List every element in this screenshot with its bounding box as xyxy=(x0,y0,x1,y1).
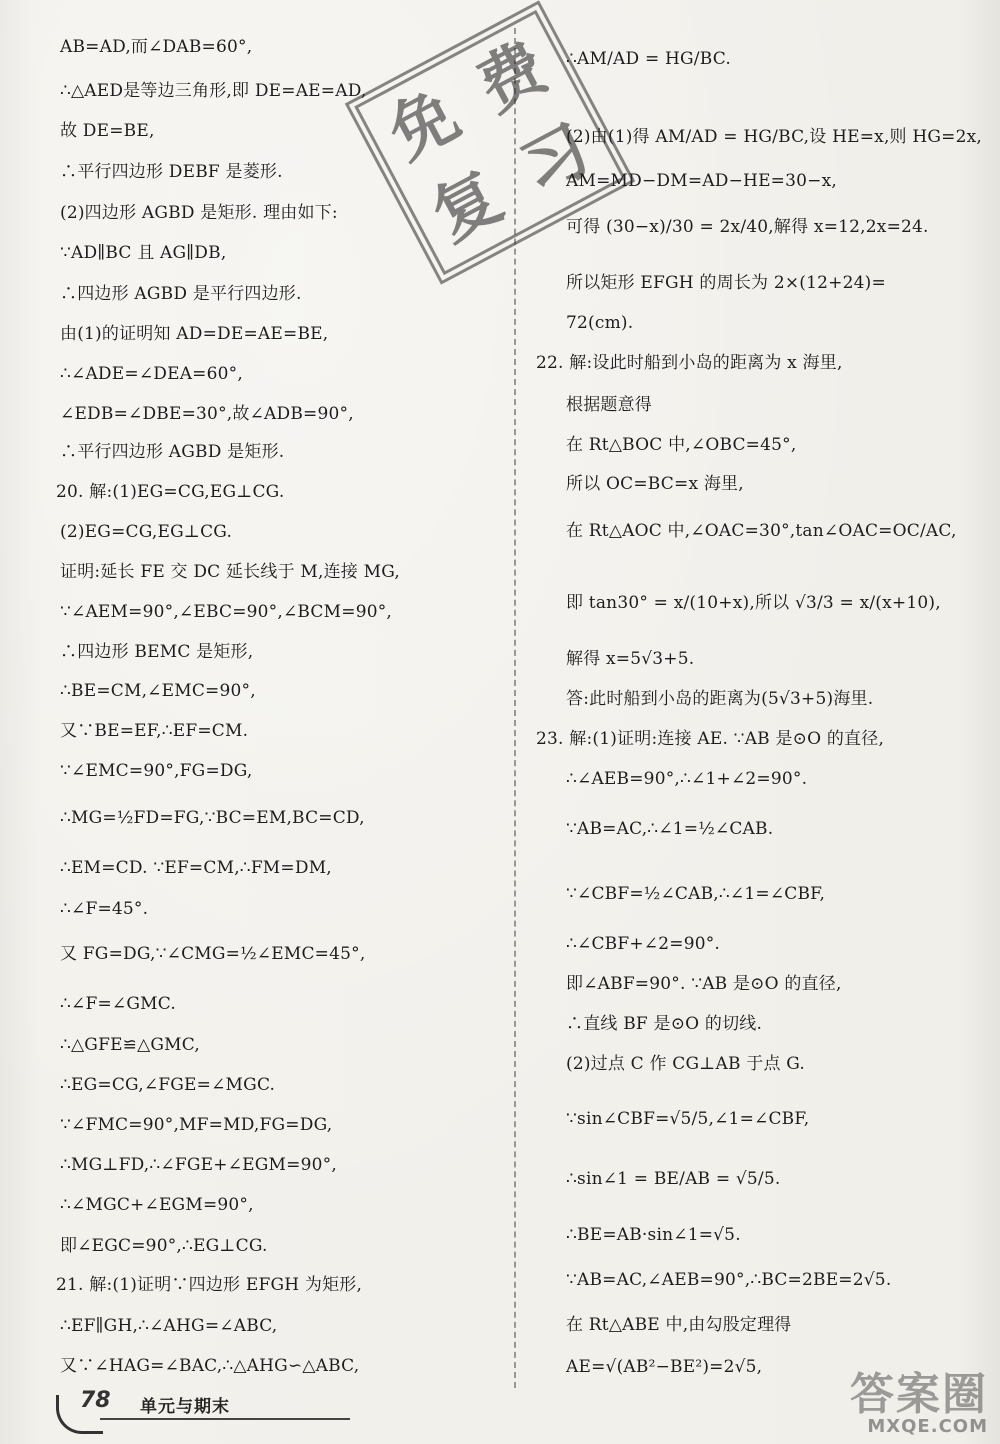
text-line: 即 tan30° = x/(10+x),所以 √3/3 = x/(x+10), xyxy=(566,593,941,613)
text-line: 答:此时船到小岛的距离为(5√3+5)海里. xyxy=(566,689,874,709)
text-line: 又∵BE=EF,∴EF=CM. xyxy=(60,721,249,741)
text-line: ∠EDB=∠DBE=30°,故∠ADB=90°, xyxy=(60,404,354,424)
problem-21-heading: 21. 解:(1)证明∵四边形 EFGH 为矩形, xyxy=(56,1275,363,1295)
text-line: ∴四边形 BEMC 是矩形, xyxy=(60,642,254,662)
text-line: ∵AD∥BC 且 AG∥DB, xyxy=(60,243,227,263)
problem-20-heading: 20. 解:(1)EG=CG,EG⊥CG. xyxy=(56,482,285,502)
text-line: 即∠ABF=90°. ∵AB 是⊙O 的直径, xyxy=(566,974,842,994)
text-line: ∴平行四边形 AGBD 是矩形. xyxy=(60,442,285,462)
stamp-char: 免 xyxy=(376,75,472,175)
text-line: (2)四边形 AGBD 是矩形. 理由如下: xyxy=(60,203,338,223)
text-line: 又∵∠HAG=∠BAC,∴△AHG∽△ABC, xyxy=(60,1356,360,1376)
text-line: 即∠EGC=90°,∴EG⊥CG. xyxy=(60,1236,268,1256)
text-line: ∴∠F=∠GMC. xyxy=(60,994,176,1014)
text-line: (2)EG=CG,EG⊥CG. xyxy=(60,522,233,542)
text-line: ∴∠AEB=90°,∴∠1+∠2=90°. xyxy=(566,769,808,789)
text-line: 在 Rt△ABE 中,由勾股定理得 xyxy=(566,1315,792,1335)
text-line: 由(1)的证明知 AD=DE=AE=BE, xyxy=(60,324,329,344)
text-line: ∴∠CBF+∠2=90°. xyxy=(566,934,721,954)
text-line: 在 Rt△AOC 中,∠OAC=30°,tan∠OAC=OC/AC, xyxy=(566,521,957,541)
text-line: ∴△AED是等边三角形,即 DE=AE=AD, xyxy=(60,81,367,101)
stamp-char: 复 xyxy=(420,156,515,256)
text-line: AE=√(AB²−BE²)=2√5, xyxy=(566,1357,763,1377)
text-line: 在 Rt△BOC 中,∠OBC=45°, xyxy=(566,435,797,455)
page-number: 78 xyxy=(80,1388,111,1413)
problem-22-heading: 22. 解:设此时船到小岛的距离为 x 海里, xyxy=(536,353,843,373)
text-line: 可得 (30−x)/30 = 2x/40,解得 x=12,2x=24. xyxy=(566,217,929,237)
text-line: 解得 x=5√3+5. xyxy=(566,649,695,669)
book-title: 单元与期末 xyxy=(140,1397,230,1417)
text-line: ∵∠FMC=90°,MF=MD,FG=DG, xyxy=(60,1115,333,1135)
text-line: ∵∠CBF=½∠CAB,∴∠1=∠CBF, xyxy=(566,884,826,904)
text-line: AM=MD−DM=AD−HE=30−x, xyxy=(566,171,837,191)
watermark-logo: 答案圈 xyxy=(850,1369,988,1420)
text-line: ∴MG⊥FD,∴∠FGE+∠EGM=90°, xyxy=(60,1155,337,1175)
footer-rule xyxy=(100,1418,350,1420)
stamp-char: 习 xyxy=(508,109,603,209)
text-line: ∴BE=AB·sin∠1=√5. xyxy=(566,1225,741,1245)
text-line: ∴∠F=45°. xyxy=(60,899,149,919)
text-line: ∴∠MGC+∠EGM=90°, xyxy=(60,1195,254,1215)
text-line: ∴△GFE≌△GMC, xyxy=(60,1035,200,1055)
text-line: 所以 OC=BC=x 海里, xyxy=(566,474,744,494)
text-line: ∴MG=½FD=FG,∵BC=EM,BC=CD, xyxy=(60,808,365,828)
text-line: ∴BE=CM,∠EMC=90°, xyxy=(60,681,256,701)
text-line: 72(cm). xyxy=(566,313,634,333)
text-line: 根据题意得 xyxy=(566,395,652,415)
text-line: ∴EG=CG,∠FGE=∠MGC. xyxy=(60,1075,276,1095)
text-line: ∴sin∠1 = BE/AB = √5/5. xyxy=(566,1169,781,1189)
text-line: 所以矩形 EFGH 的周长为 2×(12+24)= xyxy=(566,273,886,293)
review-stamp xyxy=(345,0,635,284)
text-line: ∴∠ADE=∠DEA=60°, xyxy=(60,364,243,384)
text-line: ∵AB=AC,∴∠1=½∠CAB. xyxy=(566,819,774,839)
text-line: ∴EM=CD. ∵EF=CM,∴FM=DM, xyxy=(60,858,332,878)
text-line: 又 FG=DG,∵∠CMG=½∠EMC=45°, xyxy=(60,944,366,964)
text-line: ∵∠AEM=90°,∠EBC=90°,∠BCM=90°, xyxy=(60,602,393,622)
site-watermark xyxy=(788,1369,988,1437)
text-line: ∴EF∥GH,∴∠AHG=∠ABC, xyxy=(60,1316,278,1336)
watermark-url: MXQE.COM xyxy=(867,1416,988,1437)
text-line: (2)过点 C 作 CG⊥AB 于点 G. xyxy=(566,1054,806,1074)
stamp-char: 费 xyxy=(464,28,560,128)
text-line: ∵sin∠CBF=√5/5,∠1=∠CBF, xyxy=(566,1109,810,1129)
text-line: 证明:延长 FE 交 DC 延长线于 M,连接 MG, xyxy=(60,562,400,582)
text-line: ∴四边形 AGBD 是平行四边形. xyxy=(60,284,302,304)
text-line: ∵AB=AC,∠AEB=90°,∴BC=2BE=2√5. xyxy=(566,1270,892,1290)
text-line: AB=AD,而∠DAB=60°, xyxy=(60,37,253,57)
text-line: ∴AM/AD = HG/BC. xyxy=(566,49,731,69)
text-line: ∴平行四边形 DEBF 是菱形. xyxy=(60,162,283,182)
text-line: ∴直线 BF 是⊙O 的切线. xyxy=(566,1014,763,1034)
text-line: 故 DE=BE, xyxy=(60,121,155,141)
text-line: (2)由(1)得 AM/AD = HG/BC,设 HE=x,则 HG=2x, xyxy=(566,127,983,147)
problem-23-heading: 23. 解:(1)证明:连接 AE. ∵AB 是⊙O 的直径, xyxy=(536,729,885,749)
text-line: ∵∠EMC=90°,FG=DG, xyxy=(60,761,253,781)
